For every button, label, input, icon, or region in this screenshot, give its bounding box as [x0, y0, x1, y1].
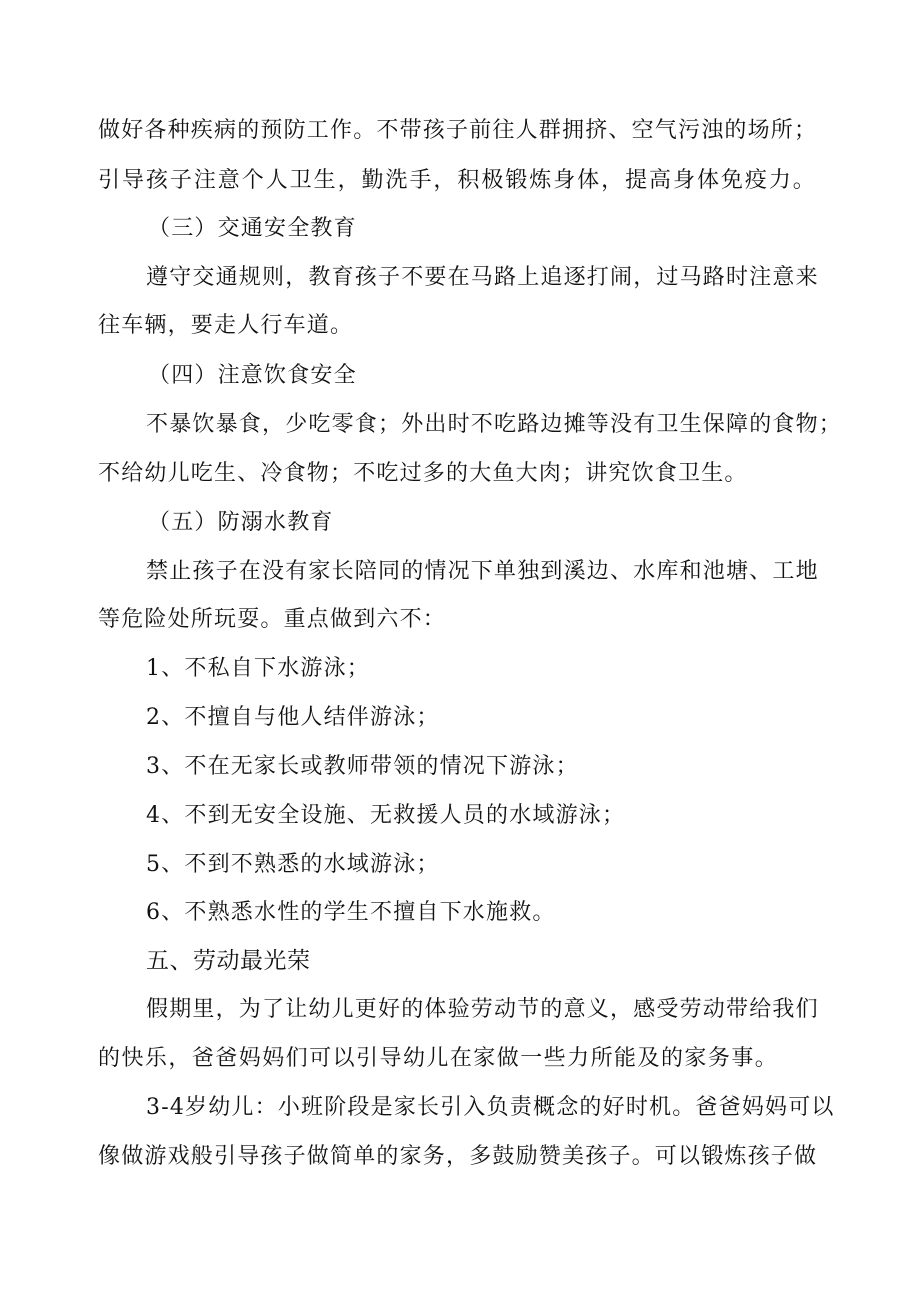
paragraph-line: 引导孩子注意个人卫生，勤洗手，积极锻炼身体，提高身体免疫力。	[98, 168, 816, 193]
list-item: 4、不到无安全设施、无救援人员的水域游泳；	[146, 803, 626, 828]
paragraph-line: 3-4岁幼儿：小班阶段是家长引入负责概念的好时机。爸爸妈妈可以	[146, 1095, 835, 1120]
paragraph-line: 等危险处所玩耍。重点做到六不：	[98, 607, 447, 632]
paragraph-line: 的快乐，爸爸妈妈们可以引导幼儿在家做一些力所能及的家务事。	[98, 1046, 778, 1071]
section-heading-drowning-prevention: （五）防溺水教育	[148, 510, 334, 535]
list-item: 2、不擅自与他人结伴游泳；	[146, 705, 440, 730]
paragraph-line: 禁止孩子在没有家长陪同的情况下单独到溪边、水库和池塘、工地	[146, 559, 819, 584]
paragraph-line: 往车辆，要走人行车道。	[98, 313, 354, 338]
list-item: 1、不私自下水游泳；	[146, 656, 370, 681]
list-item: 5、不到不熟悉的水域游泳；	[146, 852, 440, 877]
paragraph-line: 做好各种疾病的预防工作。不带孩子前往人群拥挤、空气污浊的场所；	[98, 118, 818, 143]
paragraph-line: 遵守交通规则，教育孩子不要在马路上追逐打闹，过马路时注意来	[146, 265, 819, 290]
list-item: 6、不熟悉水性的学生不擅自下水施救。	[146, 900, 556, 925]
paragraph-line: 假期里，为了让幼儿更好的体验劳动节的意义，感受劳动带给我们	[146, 997, 819, 1022]
list-item: 3、不在无家长或教师带领的情况下游泳；	[146, 754, 579, 779]
section-heading-food-safety: （四）注意饮食安全	[148, 363, 357, 388]
paragraph-line: 不暴饮暴食，少吃零食；外出时不吃路边摊等没有卫生保障的食物；	[146, 412, 843, 437]
section-heading-traffic-safety: （三）交通安全教育	[148, 216, 357, 241]
paragraph-line: 不给幼儿吃生、冷食物；不吃过多的大鱼大肉；讲究饮食卫生。	[98, 461, 748, 486]
chapter-heading-labor: 五、劳动最光荣	[146, 948, 311, 974]
paragraph-line: 像做游戏般引导孩子做简单的家务，多鼓励赞美孩子。可以锻炼孩子做	[98, 1144, 818, 1169]
